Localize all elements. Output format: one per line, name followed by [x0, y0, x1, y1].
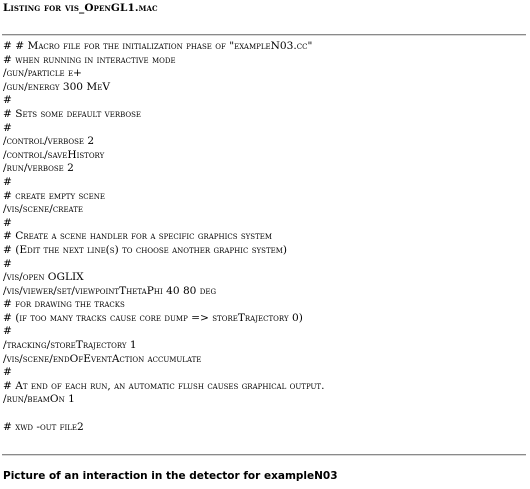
listing-line: /gun/particle e+: [3, 67, 82, 80]
listing-line: #: [3, 175, 12, 188]
listing-line: #: [3, 121, 12, 134]
listing-heading: Listing for vis_OpenGL1.mac: [3, 2, 158, 14]
listing-blank-line: [3, 407, 324, 421]
listing-line: /run/beamOn 1: [3, 393, 75, 406]
listing-line: /gun/energy 300 MeV: [3, 80, 111, 93]
listing-line: /vis/scene/endOfEventAction accumulate: [3, 352, 202, 365]
listing-line: /vis/viewer/set/viewpointThetaPhi 40 80 deg: [3, 284, 217, 297]
listing-line: #: [3, 257, 12, 270]
listing-line: # Sets some default verbose: [3, 107, 142, 120]
listing-line: #: [3, 216, 12, 229]
listing-line: /vis/scene/create: [3, 203, 84, 216]
listing-line: /tracking/storeTrajectory 1: [3, 339, 137, 352]
listing-line: # when running in interactive mode: [3, 53, 176, 66]
listing-line: /control/saveHistory: [3, 148, 105, 161]
listing-line: # xwd -out file2: [3, 420, 84, 433]
listing-line: /run/verbose 2: [3, 162, 74, 175]
listing-line: #: [3, 94, 12, 107]
listing-line: # Create a scene handler for a specific graphics system: [3, 230, 273, 243]
listing-line: # (Edit the next line(s) to choose another graphic system): [3, 243, 288, 256]
listing-line: # create empty scene: [3, 189, 105, 202]
macro-listing: [3, 40, 324, 434]
listing-line: # for drawing the tracks: [3, 298, 125, 311]
listing-line: # (if too many tracks cause core dump => storeTrajectory 0): [3, 311, 303, 324]
listing-line: # # Macro file for the initialization phase of "exampleN03.cc": [3, 40, 313, 52]
picture-caption: Picture of an interaction in the detector for exampleN03: [3, 470, 338, 482]
listing-line: /control/verbose 2: [3, 135, 95, 148]
bottom-divider: [2, 454, 526, 456]
top-divider: [2, 34, 526, 36]
listing-line: # At end of each run, an automatic flush causes graphical output.: [3, 379, 325, 392]
listing-line: #: [3, 366, 12, 379]
listing-line: #: [3, 325, 12, 338]
listing-line: /vis/open OGLIX: [3, 271, 84, 284]
